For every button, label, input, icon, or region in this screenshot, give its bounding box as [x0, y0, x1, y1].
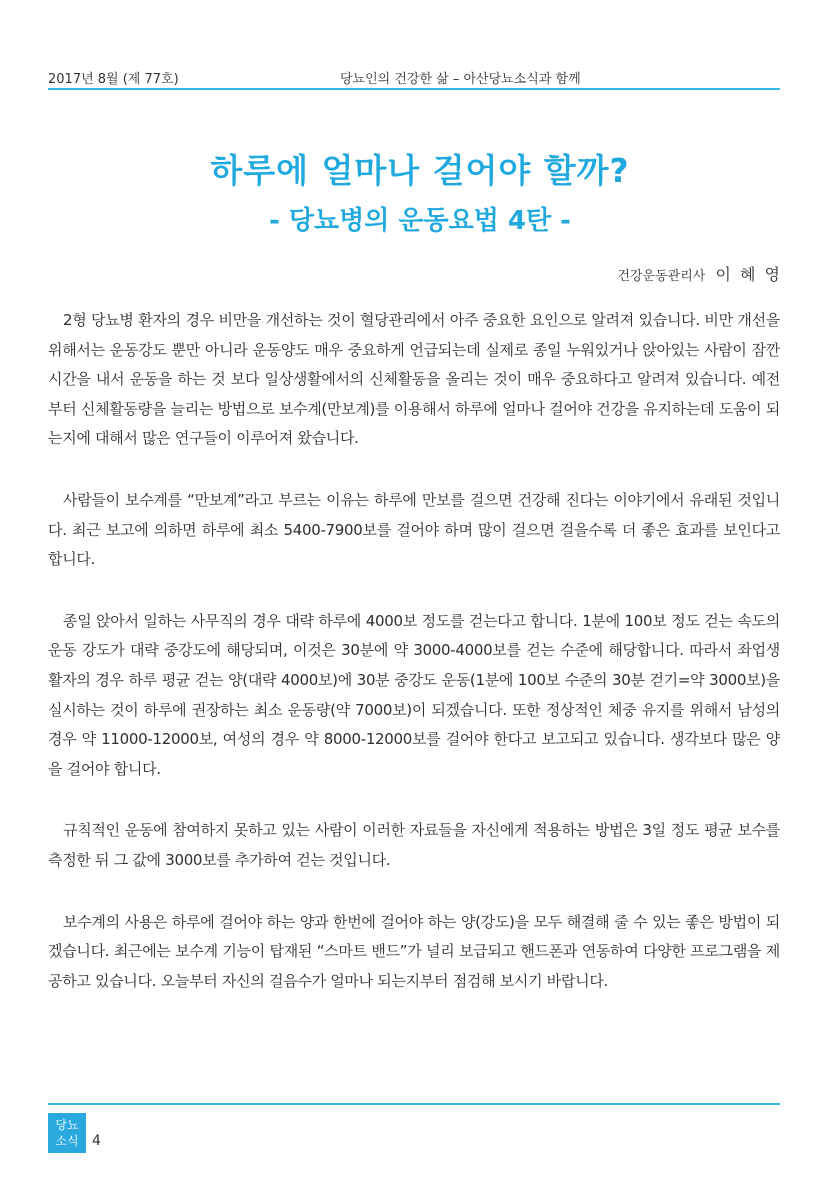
- paragraph: 보수계의 사용은 하루에 걸어야 하는 양과 한번에 걸어야 하는 양(강도)을 모두 해결해 줄 수 있는 좋은 방법이 되겠습니다. 최근에는 보수계 기능이 탑재된 “스마트 밴드”가 널리 보급되고 핸드폰과 연동하여 다양한 프로그램을 제공하고 있습니다. 오늘부터 자신의 걸음수가 얼마나 되는지부터 점검해 보시기 바랍니다.: [48, 912, 780, 990]
- badge-line-1: 당뇨: [55, 1118, 79, 1132]
- header-divider: [48, 88, 780, 90]
- author-name: 이 혜 영: [715, 265, 782, 284]
- issue-label: 2017년 8월 (제 77호): [48, 72, 179, 87]
- page-number: 4: [92, 1133, 101, 1149]
- article-subtitle: - 당뇨병의 운동요법 4탄 -: [269, 206, 571, 236]
- page-header: [48, 64, 780, 90]
- paragraph: 사람들이 보수계를 “만보계”라고 부르는 이유는 하루에 만보를 걸으면 건강해 진다는 이야기에서 유래된 것입니다. 최근 보고에 의하면 하루에 최소 5400-7900보를 걸어야 하며 많이 걸으면 걸을수록 더 좋은 효과를 보인다고 합니다.: [48, 490, 780, 569]
- paragraph: 2형 당뇨병 환자의 경우 비만을 개선하는 것이 혈당관리에서 아주 중요한 요인으로 알려져 있습니다. 비만 개선을 위해서는 운동강도 뿐만 아니라 운동양도 매우 중요하게 언급되는데 실제로 종일 누워있거나 앉아있는 사람이 잠깐 시간을 내서 운동을 하는 것 보다 일상생활에서의 신체활동을 올리는 것이 매우 중요하다고 알려져 있습니다. 예전부터 신체활동량을 늘리는 방법으로 보수계(만보계)를 이용해서 하루에 얼마나 걸어야 건강을 유지하는데 도움이 되는지에 대해서 많은 연구들이 이루어져 왔습니다.: [48, 311, 780, 448]
- author-role: 건강운동관리사: [617, 269, 706, 284]
- footer-divider: [48, 1103, 780, 1105]
- article-title: 하루에 얼마나 걸어야 할까?: [210, 151, 630, 190]
- badge-line-2: 소식: [55, 1134, 79, 1148]
- newsletter-badge: [48, 1113, 86, 1153]
- paragraph: 규칙적인 운동에 참여하지 못하고 있는 사람이 이러한 자료들을 자신에게 적용하는 방법은 3일 정도 평균 보수를 측정한 뒤 그 값에 3000보를 추가하여 걷는 것입니다.: [48, 821, 780, 869]
- paragraph: 종일 앉아서 일하는 사무직의 경우 대략 하루에 4000보 정도를 걷는다고 합니다. 1분에 100보 정도 걷는 속도의 운동 강도가 대략 중강도에 해당되며, 이것은 30분에 약 3000-4000보를 걷는 수준에 해당합니다. 따라서 좌업생활자의 경우 하루 평균 걷는 양(대략 4000보)에 30분 중강도 운동(1분에 100보 수준의 30분 걷기=약 3000보)을 실시하는 것이 하루에 권장하는 최소 운동량(약 7000보)이 되겠습니다. 또한 정상적인 체중 유지를 위해서 남성의 경우 약 11000-12000보, 여성의 경우 약 8000-12000보를 걸어야 한다고 보고되고 있습니다. 생각보다 많은 양을 걸어야 합니다.: [48, 611, 780, 778]
- article-body: [48, 306, 780, 1028]
- newsletter-series-title: 당뇨인의 건강한 삶 – 아산당뇨소식과 함께: [340, 72, 581, 87]
- author-byline: [617, 262, 782, 285]
